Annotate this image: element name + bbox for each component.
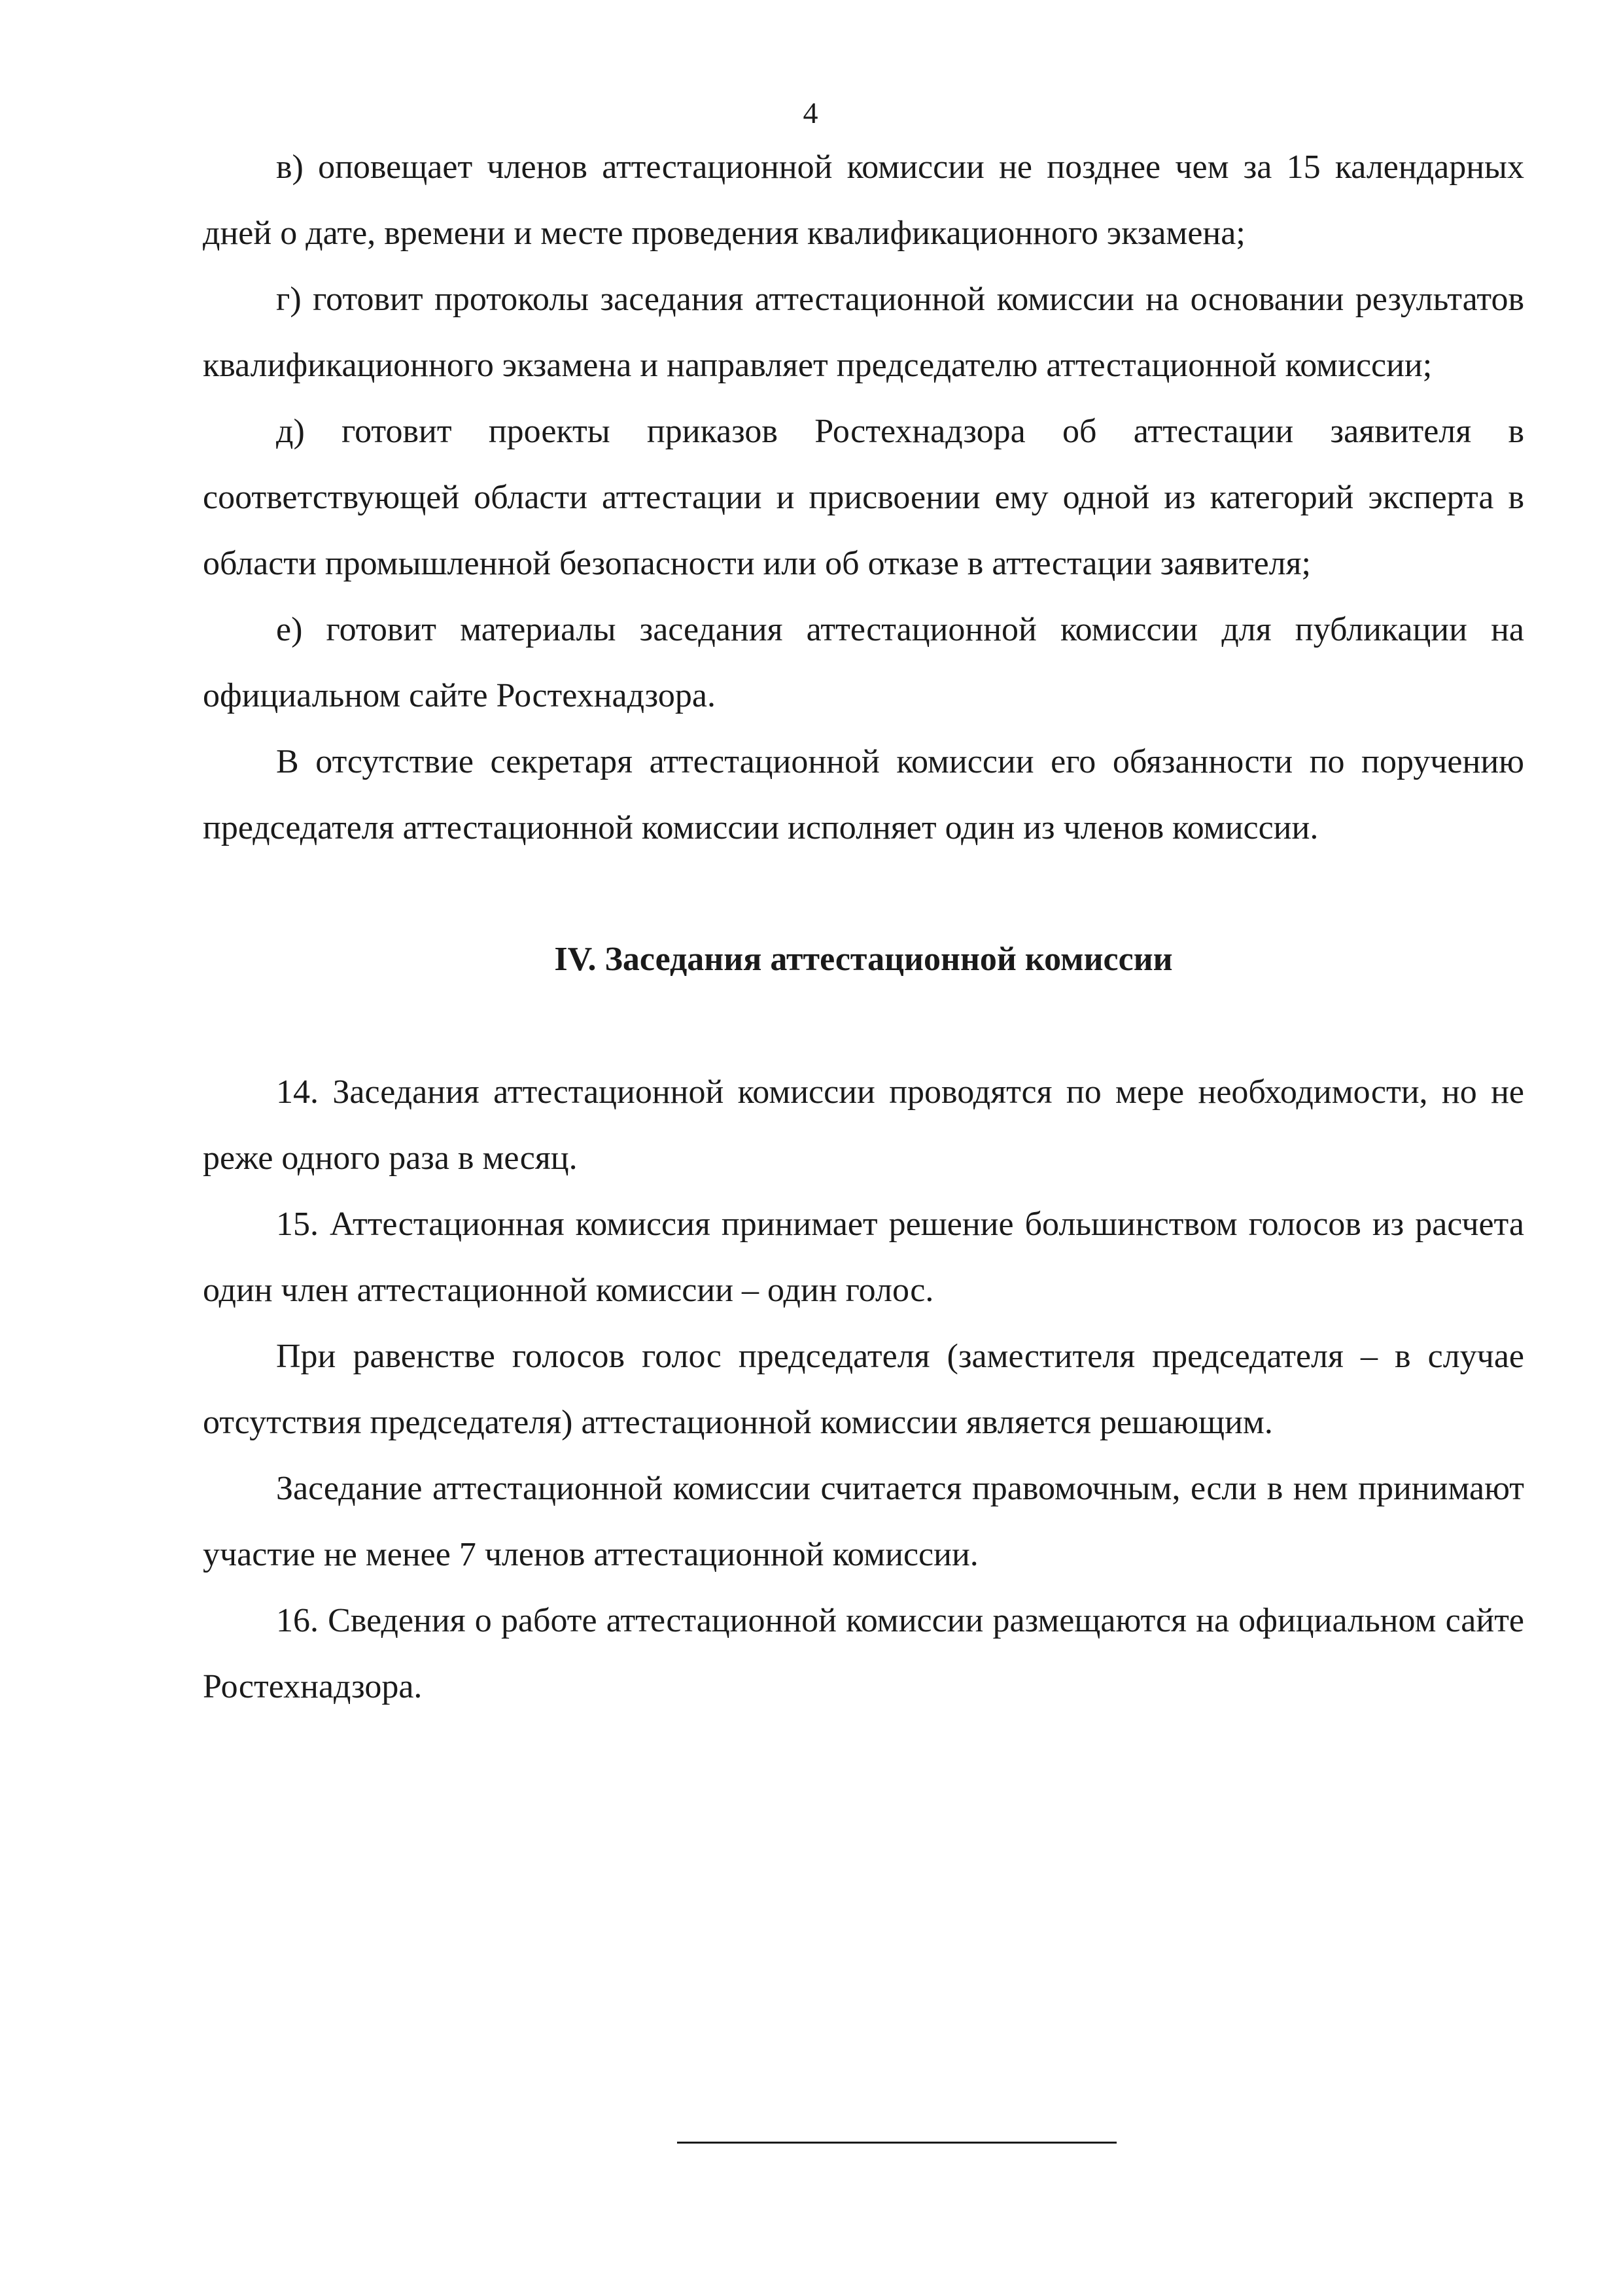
paragraph-secretary-absence: В отсутствие секретаря аттестационной комиссии его обязанности по поручению председателя аттестационной комиссии исполняет один из членов комиссии.: [203, 743, 1524, 846]
paragraph-item-v: в) оповещает членов аттестационной комиссии не позднее чем за 15 календарных дней о дате, времени и месте проведения квалификационного экзамена;: [203, 148, 1524, 252]
paragraph-clause-16: 16. Сведения о работе аттестационной комиссии размещаются на официальном сайте Ростехнадзора.: [203, 1602, 1524, 1705]
end-of-document-divider: [677, 2142, 1117, 2144]
paragraph-quorum: Заседание аттестационной комиссии считается правомочным, если в нем принимают участие не менее 7 членов аттестационной комиссии.: [203, 1470, 1524, 1573]
paragraph-clause-14: 14. Заседания аттестационной комиссии проводятся по мере необходимости, но не реже одного раза в месяц.: [203, 1073, 1524, 1177]
paragraph-item-d: д) готовит проекты приказов Ростехнадзора об аттестации заявителя в соответствующей области аттестации и присвоении ему одной из категорий эксперта в области промышленной безопасности или об отказе в аттестации заявителя;: [203, 413, 1524, 582]
paragraph-item-e: е) готовит материалы заседания аттестационной комиссии для публикации на официальном сайте Ростехнадзора.: [203, 611, 1524, 714]
paragraph-clause-15: 15. Аттестационная комиссия принимает решение большинством голосов из расчета один член аттестационной комиссии – один голос.: [203, 1206, 1524, 1309]
section-heading: IV. Заседания аттестационной комиссии: [554, 941, 1173, 978]
document-body: [203, 134, 1524, 1720]
page-number: 4: [803, 96, 818, 130]
paragraph-tie-vote: При равенстве голосов голос председателя (заместителя председателя – в случае отсутствия председателя) аттестационной комиссии является решающим.: [203, 1338, 1524, 1441]
paragraph-item-g: г) готовит протоколы заседания аттестационной комиссии на основании результатов квалификационного экзамена и направляет председателю аттестационной комиссии;: [203, 281, 1524, 384]
